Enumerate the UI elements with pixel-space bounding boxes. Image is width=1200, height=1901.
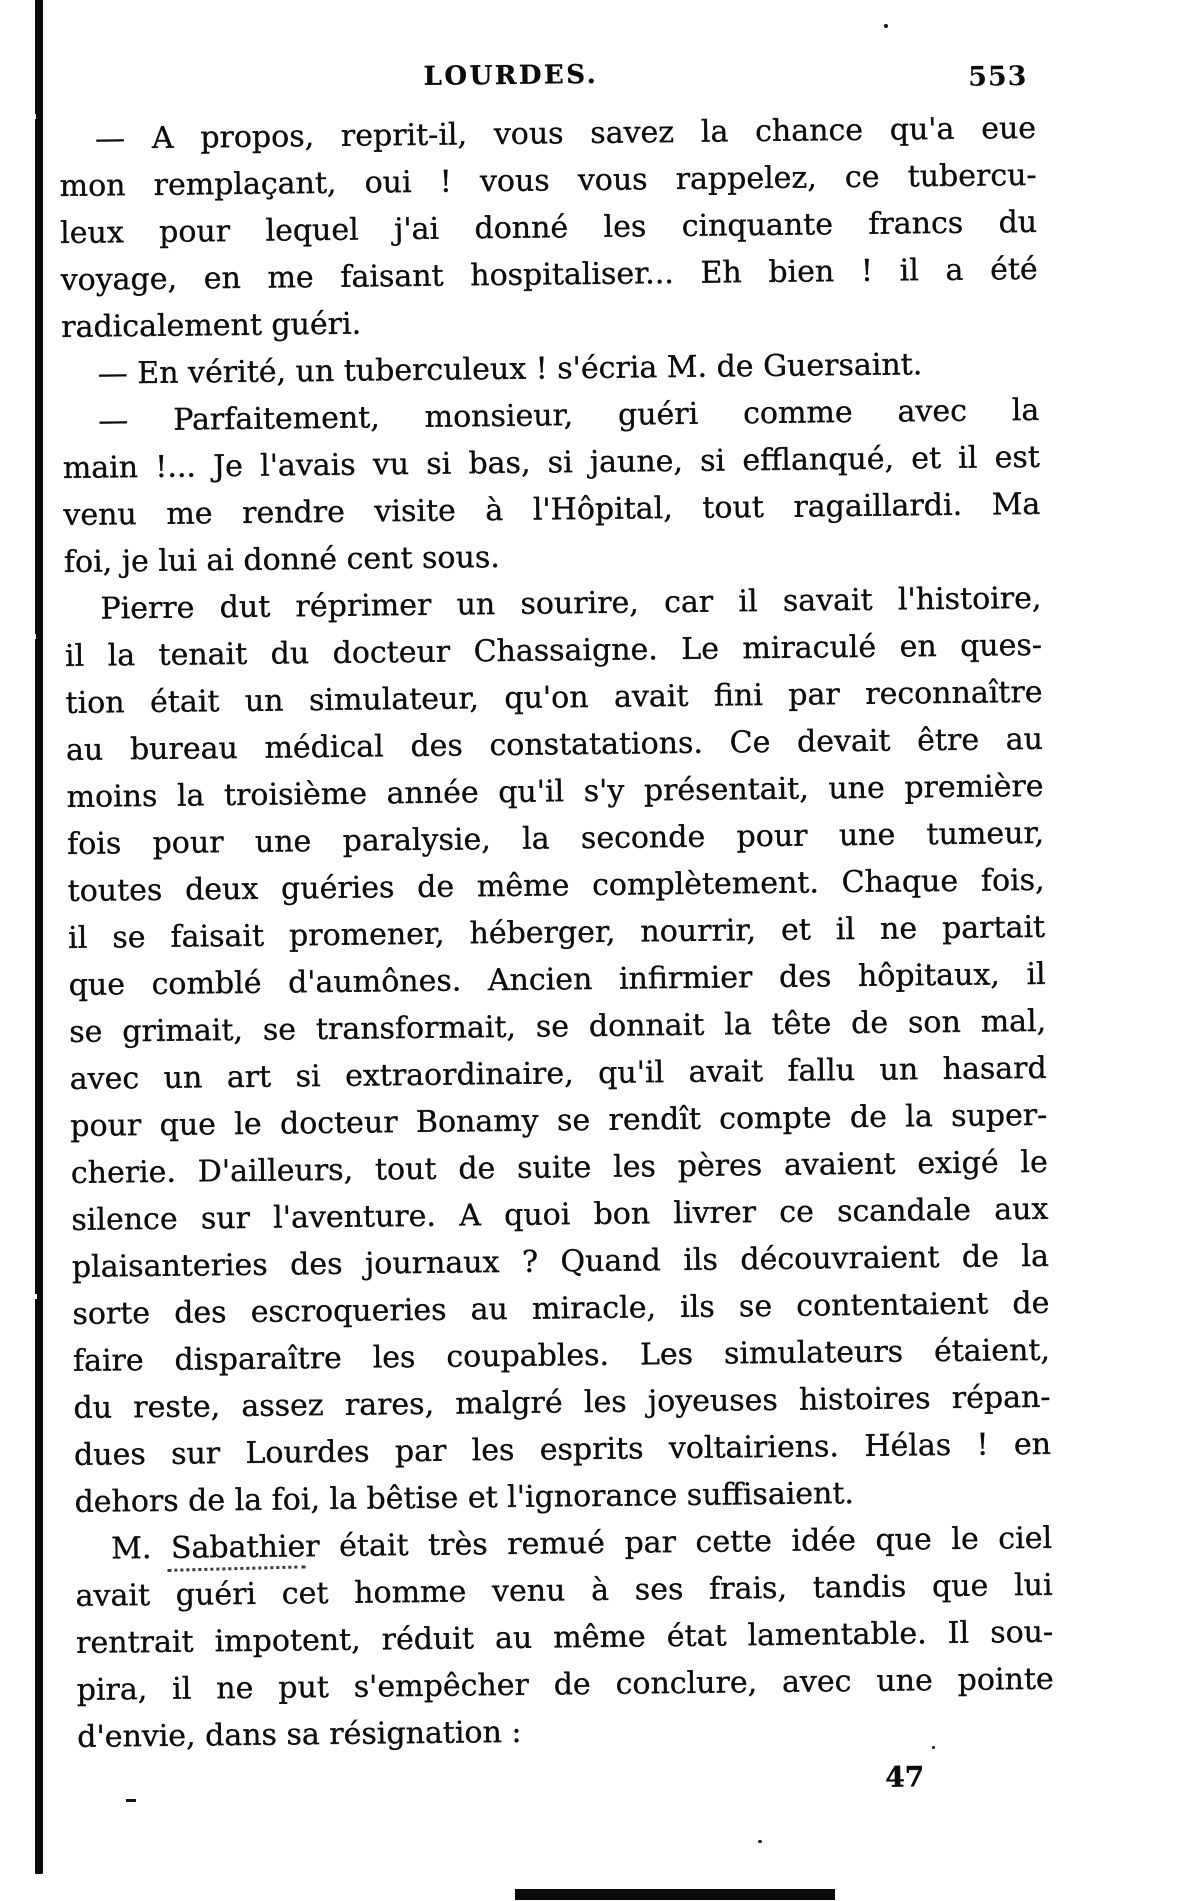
signature-mark: 47 — [885, 1760, 925, 1794]
text-line: radicalement guéri. — [61, 306, 362, 346]
text-line: il la tenait du docteur Chassaigne. Le miraculé en ques- — [64, 627, 1043, 674]
book-title-header: LOURDES. — [423, 59, 599, 92]
text-line: rentrait impotent, réduit au même état lamentable. Il sou- — [75, 1614, 1054, 1661]
text-block — [59, 105, 1055, 1761]
text-line: Pierre dut réprimer un sourire, car il savait l'histoire, — [100, 580, 1042, 627]
text-line: — En vérité, un tuberculeux ! s'écria M. de Guersaint. — [97, 347, 923, 392]
text-line: il se faisait promener, héberger, nourrir, et il ne partait — [67, 909, 1046, 956]
text-line: fois pour une paralysie, la seconde pour une tumeur, — [66, 815, 1045, 862]
text-line: dehors de la foi, la bêtise et l'ignorance suffisaient. — [74, 1476, 855, 1520]
text-line: dues sur Lourdes par les esprits voltairiens. Hélas ! en — [73, 1426, 1052, 1473]
text-line: cherie. D'ailleurs, tout de suite les pères avaient exigé le — [70, 1144, 1048, 1191]
text-line: que comblé d'aumônes. Ancien infirmier des hôpitaux, il — [68, 956, 1046, 1003]
text-line: avait guéri cet homme venu à ses frais, tandis que lui — [75, 1567, 1053, 1614]
text-line: pour que le docteur Bonamy se rendît compte de la super- — [70, 1097, 1048, 1144]
scan-speck — [884, 24, 888, 28]
scan-speck — [758, 1840, 762, 1843]
scan-bottom-artifact — [515, 1889, 835, 1900]
text-line: venu me rendre visite à l'Hôpital, tout ragaillardi. Ma — [63, 486, 1041, 533]
text-line: d'envie, dans sa résignation : — [77, 1714, 522, 1755]
text-line: leux pour lequel j'ai donné les cinquante francs du — [59, 204, 1038, 252]
text-line: avec un art si extraordinaire, qu'il avait fallu un hasard — [69, 1050, 1047, 1097]
text-line: sorte des escroqueries au miracle, ils se contentaient de — [72, 1285, 1050, 1332]
running-header — [58, 55, 1035, 106]
text-line: foi, je lui ai donné cent sous. — [63, 540, 500, 580]
text-line: se grimait, se transformait, se donnait la tête de son mal, — [69, 1003, 1047, 1050]
text-line: mon remplaçant, oui ! vous vous rappelez, ce tubercu- — [59, 157, 1037, 205]
text-line: au bureau médical des constatations. Ce devait être au — [65, 721, 1044, 768]
text-line: plaisanteries des journaux ? Quand ils découvraient de la — [71, 1238, 1050, 1285]
text-line: voyage, en me faisant hospitaliser... Eh bien ! il a été — [60, 251, 1038, 299]
scan-speck — [126, 1799, 136, 1802]
text-line: — Parfaitement, monsieur, guéri comme avec la — [98, 392, 1040, 439]
text-line: pira, il ne put s'empêcher de conclure, avec une pointe — [76, 1661, 1054, 1708]
text-line: du reste, assez rares, malgré les joyeuses histoires répan- — [73, 1379, 1051, 1426]
text-line: moins la troisième année qu'il s'y présentait, une première — [66, 768, 1044, 815]
text-line: — A propos, reprit-il, vous savez la chance qu'a eue — [94, 110, 1037, 157]
scan-speck — [932, 1746, 935, 1749]
text-line: M. Sabathier était très remué par cette idée que le ciel — [110, 1520, 1053, 1567]
text-line: silence sur l'aventure. A quoi bon livrer ce scandale aux — [71, 1191, 1049, 1238]
text-line: toutes deux guéries de même complètement. Chaque fois, — [67, 862, 1045, 909]
text-line: tion était un simulateur, qu'on avait fini par reconnaître — [65, 674, 1043, 721]
text-line: faire disparaître les coupables. Les simulateurs étaient, — [72, 1332, 1051, 1379]
page-number: 553 — [967, 61, 1028, 93]
text-line: main !... Je l'avais vu si bas, si jaune, si efflanqué, et il est — [62, 439, 1040, 486]
